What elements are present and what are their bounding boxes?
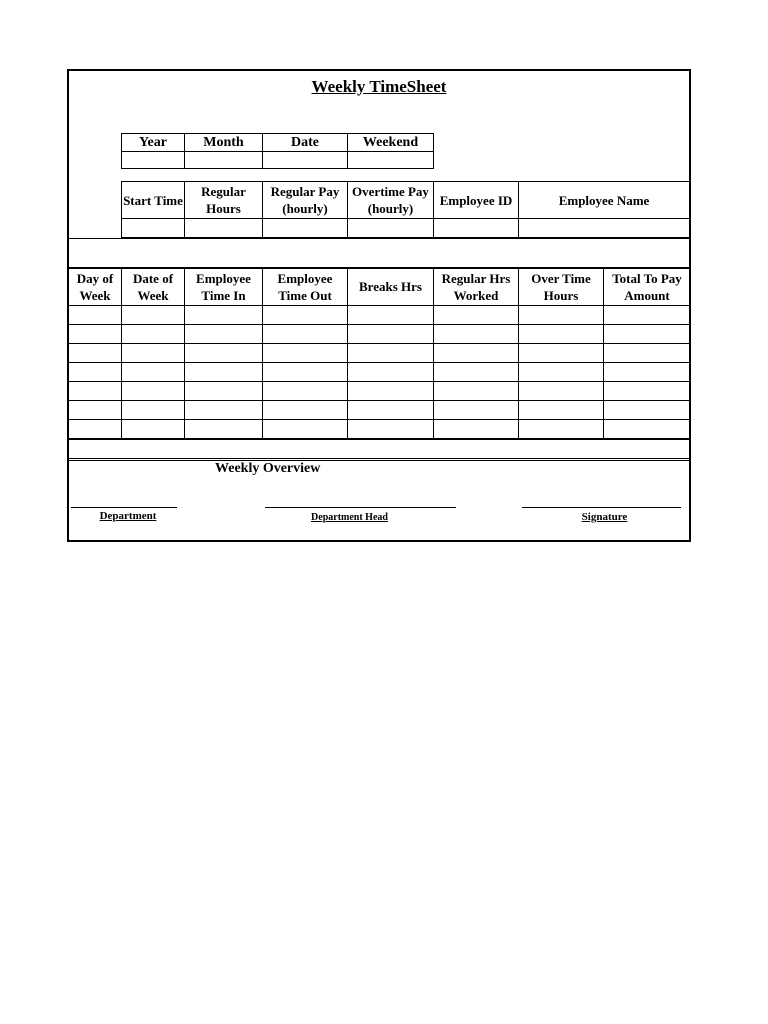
signature-line[interactable] (522, 507, 681, 508)
header-day-of-week: Day of Week (69, 268, 122, 306)
employee-id-cell[interactable] (434, 219, 519, 238)
entry-cell[interactable] (185, 401, 263, 420)
table-row (69, 344, 691, 363)
weekly-overview-label: Weekly Overview (215, 461, 321, 476)
header-time-in: Employee Time In (185, 268, 263, 306)
regular-hours-cell[interactable] (185, 219, 263, 238)
header-breaks-hrs: Breaks Hrs (348, 268, 434, 306)
header-regular-pay: Regular Pay (hourly) (263, 182, 348, 219)
table-row (69, 306, 691, 325)
entry-cell[interactable] (122, 363, 185, 382)
header-year: Year (122, 134, 185, 152)
header-regular-hrs-worked: Regular Hrs Worked (434, 268, 519, 306)
overtime-pay-cell[interactable] (348, 219, 434, 238)
header-regular-hours: Regular Hours (185, 182, 263, 219)
header-overtime-pay: Overtime Pay (hourly) (348, 182, 434, 219)
entry-cell[interactable] (434, 344, 519, 363)
entry-cell[interactable] (263, 344, 348, 363)
entry-cell[interactable] (434, 363, 519, 382)
entry-cell[interactable] (122, 401, 185, 420)
entry-cell[interactable] (263, 382, 348, 401)
entry-cell[interactable] (263, 325, 348, 344)
entry-cell[interactable] (69, 344, 122, 363)
entry-cell[interactable] (604, 420, 691, 439)
entry-cell[interactable] (519, 306, 604, 325)
entry-cell[interactable] (434, 401, 519, 420)
table-row (69, 363, 691, 382)
entry-cell[interactable] (69, 382, 122, 401)
start-time-cell[interactable] (122, 219, 185, 238)
header-month: Month (185, 134, 263, 152)
entry-cell[interactable] (604, 363, 691, 382)
entry-cell[interactable] (263, 306, 348, 325)
entry-cell[interactable] (122, 344, 185, 363)
entry-cell[interactable] (519, 325, 604, 344)
entry-cell[interactable] (263, 363, 348, 382)
header-start-time: Start Time (122, 182, 185, 219)
entry-cell[interactable] (434, 382, 519, 401)
entry-cell[interactable] (434, 325, 519, 344)
entry-cell[interactable] (263, 401, 348, 420)
page-title: Weekly TimeSheet (311, 77, 447, 96)
entry-cell[interactable] (348, 420, 434, 439)
header-date-of-week: Date of Week (122, 268, 185, 306)
entry-cell[interactable] (263, 420, 348, 439)
entry-cell[interactable] (122, 420, 185, 439)
header-employee-name: Employee Name (519, 182, 690, 219)
day-rows (69, 306, 691, 439)
header-over-time-hours: Over Time Hours (519, 268, 604, 306)
entry-cell[interactable] (348, 306, 434, 325)
entry-cell[interactable] (185, 344, 263, 363)
entry-cell[interactable] (69, 420, 122, 439)
department-head-line[interactable] (265, 507, 456, 508)
entry-cell[interactable] (69, 306, 122, 325)
daily-hours-table (68, 267, 691, 439)
entry-cell[interactable] (122, 382, 185, 401)
entry-cell[interactable] (519, 382, 604, 401)
entry-cell[interactable] (519, 420, 604, 439)
table-row (69, 382, 691, 401)
entry-cell[interactable] (185, 325, 263, 344)
department-line[interactable] (71, 507, 177, 508)
entry-cell[interactable] (348, 382, 434, 401)
entry-cell[interactable] (519, 363, 604, 382)
table-row (69, 401, 691, 420)
entry-cell[interactable] (434, 420, 519, 439)
entry-cell[interactable] (604, 382, 691, 401)
entry-cell[interactable] (519, 344, 604, 363)
entry-cell[interactable] (122, 325, 185, 344)
header-employee-id: Employee ID (434, 182, 519, 219)
employee-info-table (121, 181, 690, 238)
entry-cell[interactable] (519, 401, 604, 420)
header-time-out: Employee Time Out (263, 268, 348, 306)
date-table (121, 133, 434, 169)
entry-cell[interactable] (348, 344, 434, 363)
entry-cell[interactable] (185, 363, 263, 382)
department-label: Department (99, 510, 157, 522)
year-cell[interactable] (122, 152, 185, 169)
employee-name-cell[interactable] (519, 219, 690, 238)
entry-cell[interactable] (122, 306, 185, 325)
header-date: Date (263, 134, 348, 152)
entry-cell[interactable] (69, 401, 122, 420)
timesheet-form (67, 69, 691, 542)
entry-cell[interactable] (604, 401, 691, 420)
header-weekend: Weekend (348, 134, 434, 152)
department-head-label: Department Head (311, 512, 388, 523)
header-total-to-pay: Total To Pay Amount (604, 268, 691, 306)
date-cell[interactable] (263, 152, 348, 169)
entry-cell[interactable] (348, 325, 434, 344)
month-cell[interactable] (185, 152, 263, 169)
entry-cell[interactable] (348, 363, 434, 382)
table-row (69, 420, 691, 439)
entry-cell[interactable] (604, 306, 691, 325)
spacer-row (68, 238, 690, 269)
table-row (69, 325, 691, 344)
entry-cell[interactable] (348, 401, 434, 420)
entry-cell[interactable] (69, 325, 122, 344)
regular-pay-cell[interactable] (263, 219, 348, 238)
entry-cell[interactable] (604, 344, 691, 363)
entry-cell[interactable] (434, 306, 519, 325)
entry-cell[interactable] (185, 420, 263, 439)
spacer-row (68, 439, 690, 461)
entry-cell[interactable] (604, 325, 691, 344)
weekend-cell[interactable] (348, 152, 434, 169)
signature-label: Signature (581, 511, 628, 523)
entry-cell[interactable] (185, 306, 263, 325)
entry-cell[interactable] (69, 363, 122, 382)
entry-cell[interactable] (185, 382, 263, 401)
